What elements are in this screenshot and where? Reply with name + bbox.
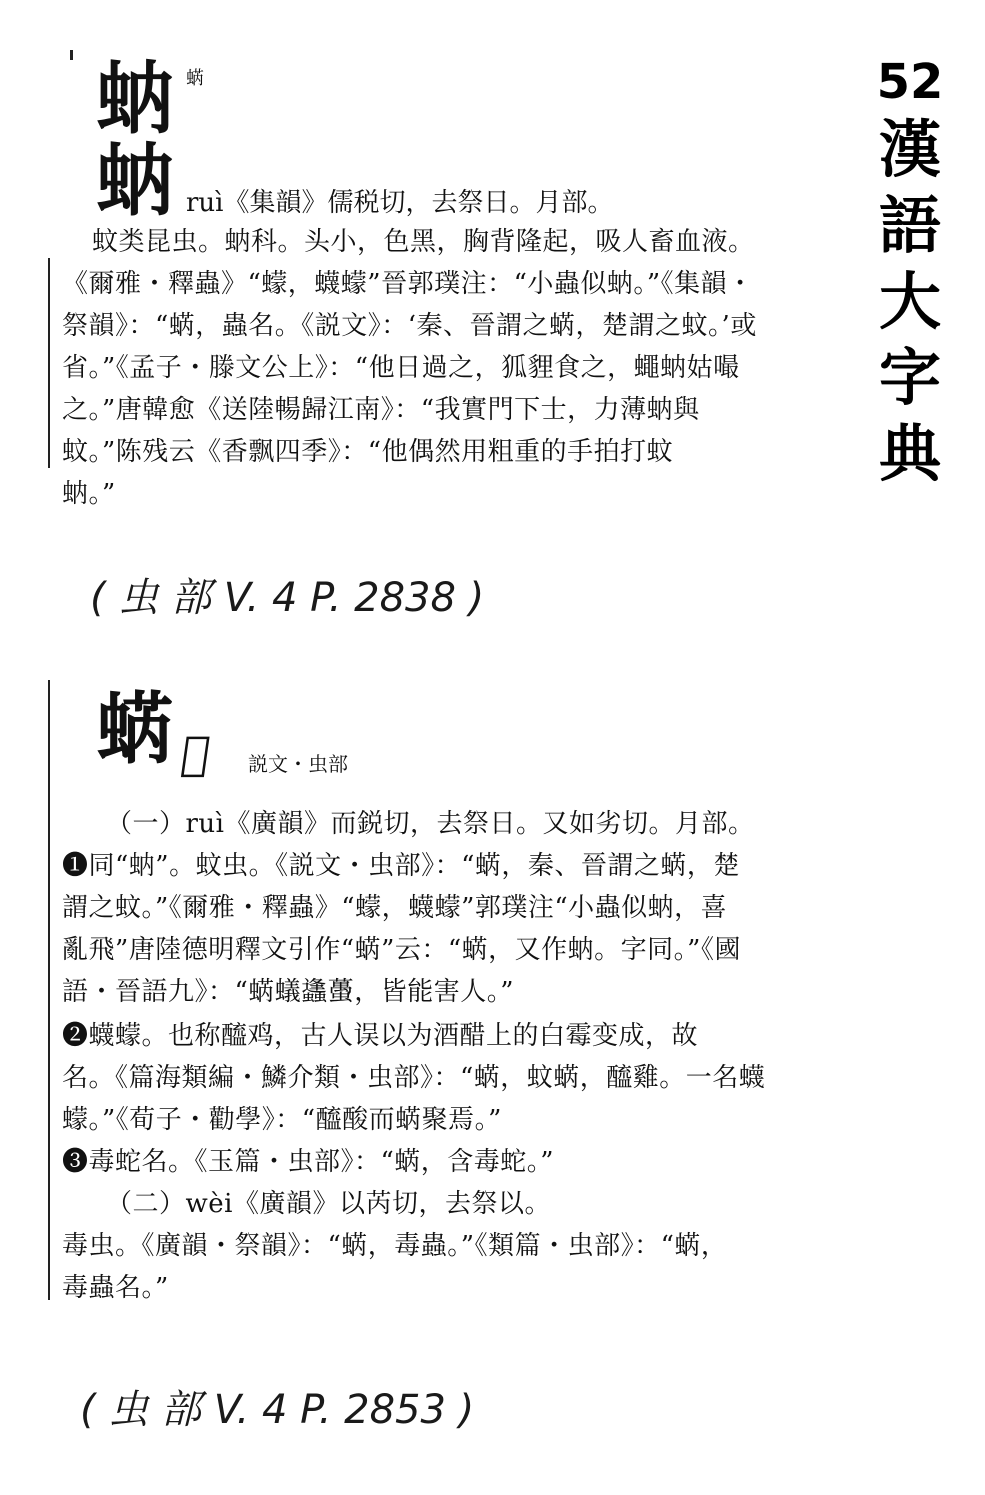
entry2-line: 名。《篇海類編・鱗介類・虫部》：“蜹，蚊蜹，醯雞。一名蠛 [62, 1063, 766, 1093]
title-char: 語 [878, 189, 941, 262]
entry2-line: 毒蟲名。” [62, 1273, 169, 1303]
entry1-handwritten-note: ( 虫 部 V. 4 P. 2838 ) [90, 575, 485, 621]
entry2-line: （二）wèi《廣韻》以芮切，去祭以。 [106, 1189, 551, 1219]
entry2-line: 亂飛”唐陸德明釋文引作“蜹”云：“蜹，又作蚋。字同。”《國 [62, 935, 741, 965]
entry2-line: 蠓。”《荀子・勸學》：“醯酸而蜹聚焉。” [62, 1105, 502, 1135]
entry2-line: ❶同“蚋”。蚊虫。《説文・虫部》：“蜹，秦、晉謂之蜹，楚 [62, 851, 740, 881]
entry2-seal-script: 𧉺 [178, 726, 214, 780]
entry1-line: 省。”《孟子・滕文公上》：“他日過之，狐貍食之，蠅蚋姑嘬 [62, 353, 740, 383]
entry1-line: 祭韻》：“蜹，蟲名。《説文》：‘秦、晉謂之蜹，楚謂之蚊。’或 [62, 311, 757, 341]
entry1-variant-char: 蜹 [186, 68, 204, 89]
entry1-line: 蚋。” [62, 479, 116, 509]
entry2-line: ❷蠛蠓。也称醯鸡，古人误以为酒醋上的白霉变成，故 [62, 1021, 699, 1051]
entry2-line: 語・晉語九》：“蜹蟻蠭蠆，皆能害人。” [62, 977, 515, 1007]
entry1-pronunciation: ruì《集韻》儒税切，去祭日。月部。 [186, 188, 614, 218]
entry1-head-char-top: 蚋 [96, 54, 175, 145]
title-char: 字 [878, 341, 941, 414]
entry1-line: 《爾雅・釋蟲》“蠓，蠛蠓”晉郭璞注：“小蟲似蚋。”《集韻・ [62, 269, 754, 299]
entry2-margin-bar [48, 680, 50, 1300]
dictionary-title [862, 52, 958, 492]
title-char: 大 [878, 265, 941, 338]
entry2-handwritten-note: ( 虫 部 V. 4 P. 2853 ) [80, 1387, 475, 1433]
entry2-line: （一）ruì《廣韻》而鋭切，去祭日。又如劣切。月部。 [106, 809, 755, 839]
entry1-line: 之。”唐韓愈《送陸暢歸江南》：“我實門下士，力薄蚋與 [62, 395, 700, 425]
entry2-line: 毒虫。《廣韻・祭韻》：“蜹，毒蟲。”《類篇・虫部》：“蜹， [62, 1231, 728, 1261]
entry2-line: 謂之蚊。”《爾雅・釋蟲》“蠓，蠛蠓”郭璞注“小蟲似蚋，喜 [62, 893, 728, 923]
entry1-line: 蚊类昆虫。蚋科。头小，色黑，胸背隆起，吸人畜血液。 [92, 227, 755, 257]
margin-tick [70, 50, 73, 60]
volume-number: 52 [876, 54, 944, 110]
entry2-source: 説文・虫部 [248, 752, 348, 776]
title-char: 典 [878, 417, 941, 490]
title-char: 漢 [878, 113, 941, 186]
entry1-head-char: 蚋 [96, 136, 175, 227]
entry1-line: 蚊。”陈残云《香飘四季》：“他偶然用粗重的手拍打蚊 [62, 437, 674, 467]
entry2-head-char: 蜹 [96, 684, 175, 775]
entry1-margin-bar [48, 258, 50, 468]
entry2-line: ❸毒蛇名。《玉篇・虫部》：“蜹，含毒蛇。” [62, 1147, 555, 1177]
